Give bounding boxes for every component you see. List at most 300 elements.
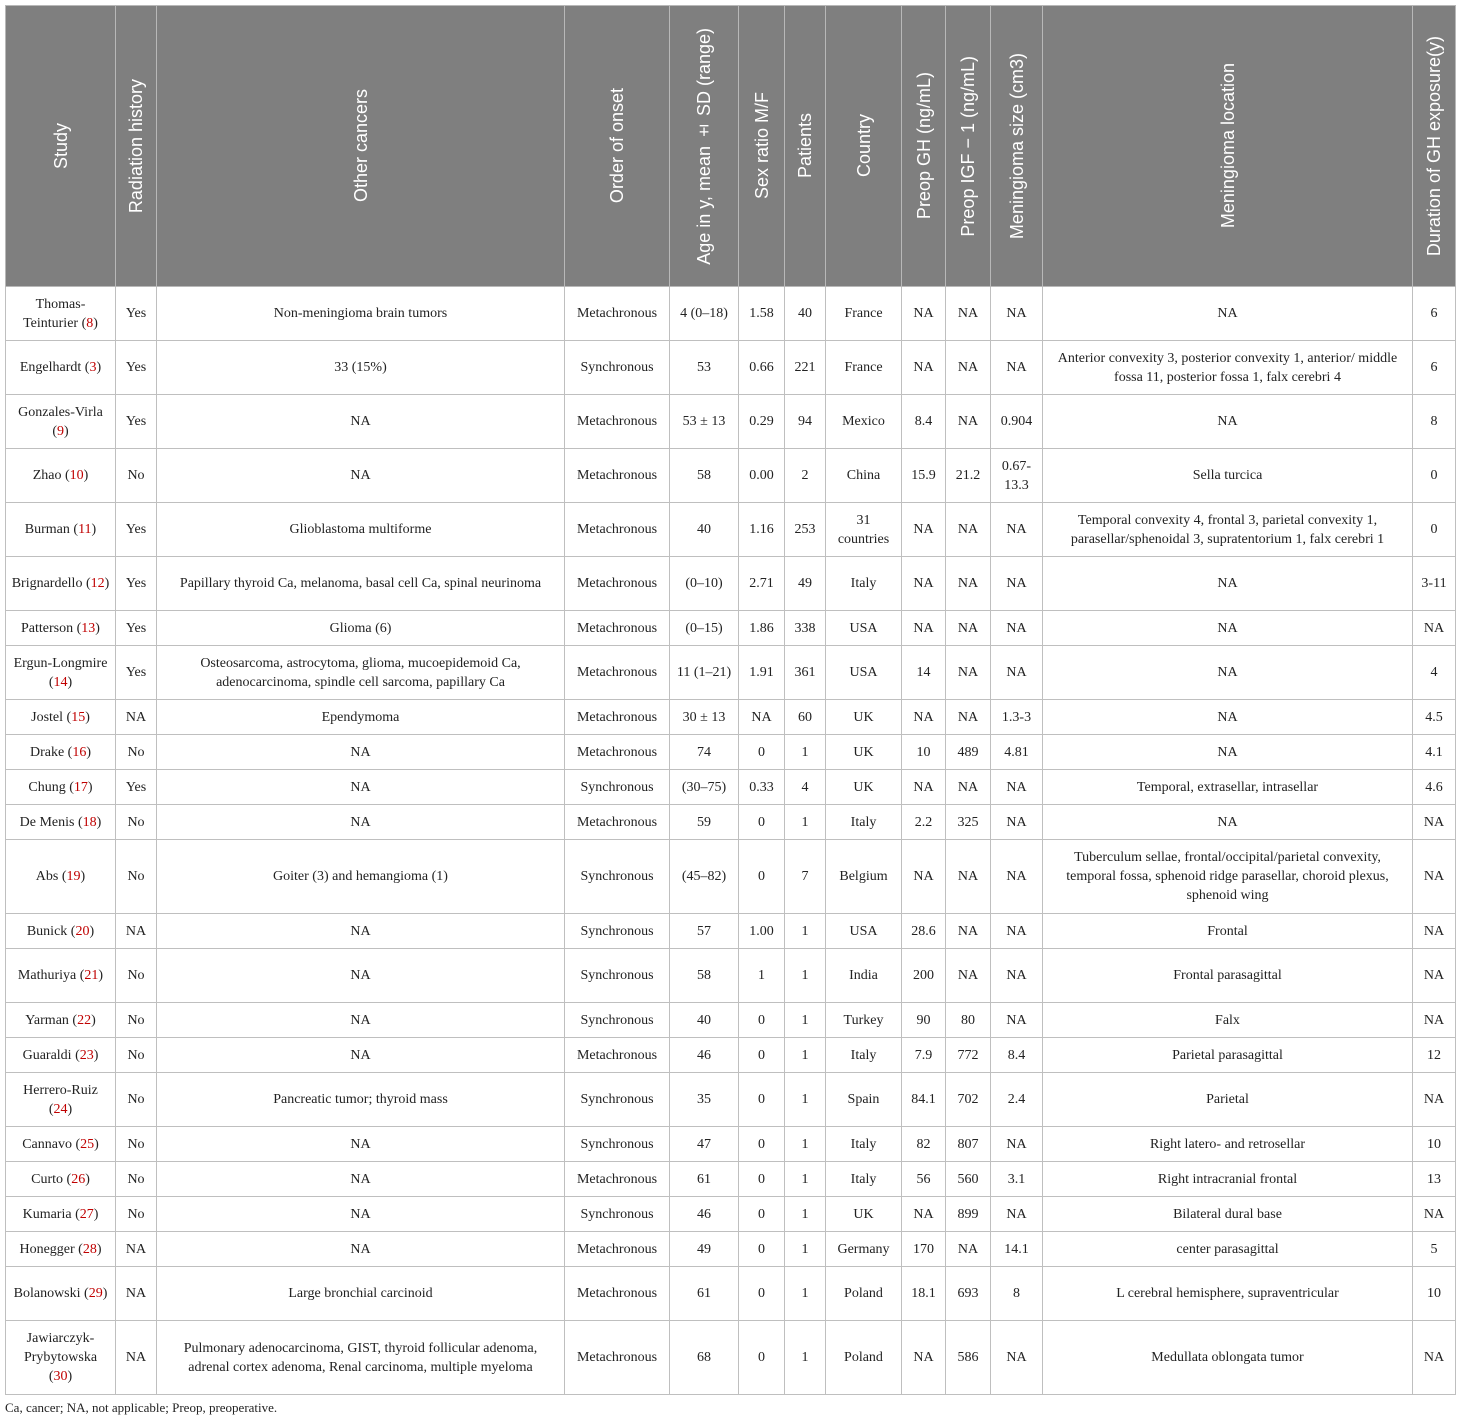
cell-country: USA [826, 611, 902, 646]
cell-country: Germany [826, 1232, 902, 1267]
cell-study: Thomas-Teinturier (8) [6, 287, 116, 341]
cell-study: Cannavo (25) [6, 1127, 116, 1162]
cell-patients: 7 [785, 840, 826, 914]
cell-duration: 0 [1413, 449, 1456, 503]
cell-age: 49 [670, 1232, 739, 1267]
cell-onset: Metachronous [565, 646, 670, 700]
cell-size: NA [991, 770, 1043, 805]
cell-age: 46 [670, 1197, 739, 1232]
cell-sex: 2.71 [739, 557, 785, 611]
reference-link[interactable]: 13 [81, 620, 96, 636]
cell-location: Parietal parasagittal [1043, 1038, 1413, 1073]
table-row [6, 341, 1456, 395]
reference-link[interactable]: 20 [75, 923, 90, 939]
study-name: Engelhardt [19, 360, 82, 375]
cell-age: 68 [670, 1321, 739, 1395]
cell-radiation: No [116, 949, 157, 1003]
cell-study: Gonzales-Virla (9) [6, 395, 116, 449]
column-header[interactable]: Duration of GH exposure(y) [1413, 6, 1456, 287]
cell-duration: NA [1413, 1321, 1456, 1395]
cell-duration: 0 [1413, 503, 1456, 557]
reference-link[interactable]: 29 [88, 1286, 103, 1301]
cell-radiation: No [116, 840, 157, 914]
reference-link[interactable]: 12 [90, 576, 105, 591]
cell-sex: 0 [739, 1197, 785, 1232]
cell-sex: 0 [739, 1038, 785, 1073]
cell-igf: NA [946, 503, 991, 557]
cell-sex: 0.29 [739, 395, 785, 449]
cell-onset: Metachronous [565, 1267, 670, 1321]
cell-study: Burman (11) [6, 503, 116, 557]
cell-other: NA [157, 735, 565, 770]
cell-radiation: Yes [116, 287, 157, 341]
cell-gh: 28.6 [902, 914, 946, 949]
study-name: Zhao [32, 468, 62, 483]
table-row [6, 805, 1456, 840]
table-row [6, 287, 1456, 341]
cell-study: Chung (17) [6, 770, 116, 805]
reference-link[interactable]: 16 [72, 744, 87, 760]
cell-location: NA [1043, 287, 1413, 341]
cell-location: NA [1043, 700, 1413, 735]
cell-patients: 221 [785, 341, 826, 395]
cell-duration: 10 [1413, 1127, 1456, 1162]
study-name: Chung [28, 779, 66, 795]
reference-link[interactable]: 18 [82, 814, 97, 830]
cell-country: Italy [826, 557, 902, 611]
cell-duration: NA [1413, 1197, 1456, 1232]
cell-size: 0.67-13.3 [991, 449, 1043, 503]
cell-igf: 489 [946, 735, 991, 770]
cell-age: 58 [670, 449, 739, 503]
cell-study: De Menis (18) [6, 805, 116, 840]
cell-size: 14.1 [991, 1232, 1043, 1267]
reference-link[interactable]: 14 [53, 674, 68, 690]
cell-sex: 0 [739, 1267, 785, 1321]
cell-patients: 361 [785, 646, 826, 700]
reference-link[interactable]: 11 [78, 522, 92, 537]
cell-study: Mathuriya (21) [6, 949, 116, 1003]
cell-size: 1.3-3 [991, 700, 1043, 735]
cell-size: 8 [991, 1267, 1043, 1321]
cell-patients: 1 [785, 1127, 826, 1162]
cell-country: Italy [826, 805, 902, 840]
reference-link[interactable]: 22 [77, 1012, 92, 1028]
cell-gh: 15.9 [902, 449, 946, 503]
reference-link[interactable]: 3 [89, 360, 97, 375]
cell-duration: NA [1413, 949, 1456, 1003]
cell-radiation: Yes [116, 557, 157, 611]
column-header[interactable]: Meningioma size (cm3) [991, 6, 1043, 287]
reference-link[interactable]: 23 [79, 1047, 94, 1063]
cell-age: 53 [670, 341, 739, 395]
cell-sex: 0.00 [739, 449, 785, 503]
cell-sex: 0 [739, 1321, 785, 1395]
reference-link[interactable]: 21 [84, 968, 99, 983]
cell-igf: NA [946, 341, 991, 395]
cell-gh: 8.4 [902, 395, 946, 449]
cell-gh: 200 [902, 949, 946, 1003]
cell-radiation: Yes [116, 646, 157, 700]
cell-size: 8.4 [991, 1038, 1043, 1073]
cell-patients: 1 [785, 1197, 826, 1232]
study-name: Guaraldi [22, 1047, 72, 1063]
cell-radiation: No [116, 1073, 157, 1127]
cell-gh: 90 [902, 1003, 946, 1038]
cell-onset: Metachronous [565, 557, 670, 611]
table-footnote: Ca, cancer; NA, not applicable; Preop, preoperative. [5, 1400, 278, 1415]
cell-study: Jawiarczyk-Prybytowska (30) [6, 1321, 116, 1395]
table-row [6, 735, 1456, 770]
column-header[interactable]: Preop GH (ng/mL) [902, 6, 946, 287]
cell-sex: 0.33 [739, 770, 785, 805]
cell-onset: Metachronous [565, 1038, 670, 1073]
cell-patients: 94 [785, 395, 826, 449]
cell-age: 46 [670, 1038, 739, 1073]
cell-onset: Metachronous [565, 735, 670, 770]
table-row [6, 1232, 1456, 1267]
reference-link[interactable]: 15 [71, 709, 86, 725]
cell-sex: 0.66 [739, 341, 785, 395]
cell-study: Guaraldi (23) [6, 1038, 116, 1073]
cell-onset: Synchronous [565, 1127, 670, 1162]
column-header[interactable]: Patients [785, 6, 826, 287]
cell-sex: 1.86 [739, 611, 785, 646]
cell-age: 30 ± 13 [670, 700, 739, 735]
cell-gh: NA [902, 1197, 946, 1232]
cell-age: (45–82) [670, 840, 739, 914]
cell-duration: 8 [1413, 395, 1456, 449]
cell-size: 3.1 [991, 1162, 1043, 1197]
cell-igf: NA [946, 914, 991, 949]
cell-radiation: No [116, 735, 157, 770]
study-name: Jawiarczyk-Prybytowska [23, 1331, 98, 1365]
cell-duration: NA [1413, 1003, 1456, 1038]
cell-onset: Metachronous [565, 449, 670, 503]
cell-location: Temporal convexity 4, frontal 3, parietal convexity 1, parasellar/sphenoidal 3, supratentorium 1, falx cerebri 1 [1043, 503, 1413, 557]
cell-gh: 84.1 [902, 1073, 946, 1127]
cell-study: Ergun-Longmire (14) [6, 646, 116, 700]
table-row [6, 840, 1456, 914]
cell-onset: Synchronous [565, 1003, 670, 1038]
cell-location: NA [1043, 395, 1413, 449]
cell-country: Spain [826, 1073, 902, 1127]
cell-size: NA [991, 1197, 1043, 1232]
cell-duration: 6 [1413, 341, 1456, 395]
cell-gh: 18.1 [902, 1267, 946, 1321]
cell-gh: 82 [902, 1127, 946, 1162]
cell-duration: 5 [1413, 1232, 1456, 1267]
study-name: Ergun-Longmire [13, 655, 108, 671]
cell-study: Yarman (22) [6, 1003, 116, 1038]
study-name: De Menis [19, 814, 75, 830]
cell-other: Large bronchial carcinoid [157, 1267, 565, 1321]
cell-age: 57 [670, 914, 739, 949]
reference-link[interactable]: 10 [69, 468, 84, 483]
cell-location: Tuberculum sellae, frontal/occipital/parietal convexity, temporal fossa, sphenoid ridge parasellar, choroid plexus, sphenoid wing [1043, 840, 1413, 914]
cell-gh: 10 [902, 735, 946, 770]
cell-age: 53 ± 13 [670, 395, 739, 449]
cell-other: NA [157, 805, 565, 840]
column-header[interactable]: Order of onset [565, 6, 670, 287]
cell-igf: 772 [946, 1038, 991, 1073]
cell-location: Sella turcica [1043, 449, 1413, 503]
cell-onset: Synchronous [565, 770, 670, 805]
cell-onset: Metachronous [565, 611, 670, 646]
cell-country: Italy [826, 1038, 902, 1073]
cell-radiation: NA [116, 1267, 157, 1321]
cell-patients: 1 [785, 1321, 826, 1395]
cell-gh: 170 [902, 1232, 946, 1267]
study-name: Kumaria [22, 1206, 72, 1222]
cell-gh: NA [902, 611, 946, 646]
cell-sex: 0 [739, 1162, 785, 1197]
data-table [5, 5, 1456, 1395]
study-name: Burman [24, 522, 70, 537]
cell-other: NA [157, 449, 565, 503]
table-row [6, 646, 1456, 700]
study-name: Curto [31, 1171, 64, 1187]
cell-age: 58 [670, 949, 739, 1003]
cell-duration: 12 [1413, 1038, 1456, 1073]
cell-radiation: NA [116, 700, 157, 735]
cell-country: 31 countries [826, 503, 902, 557]
cell-radiation: No [116, 1038, 157, 1073]
cell-age: 61 [670, 1162, 739, 1197]
cell-other: NA [157, 914, 565, 949]
column-header[interactable]: Country [826, 6, 902, 287]
column-header[interactable]: Study [6, 6, 116, 287]
table-row [6, 1073, 1456, 1127]
study-name: Jostel [31, 709, 64, 725]
cell-duration: 4.6 [1413, 770, 1456, 805]
column-header[interactable]: Sex ratio M/F [739, 6, 785, 287]
cell-sex: 0 [739, 1232, 785, 1267]
cell-gh: 14 [902, 646, 946, 700]
cell-duration: NA [1413, 611, 1456, 646]
cell-igf: 807 [946, 1127, 991, 1162]
cell-age: (0–15) [670, 611, 739, 646]
reference-link[interactable]: 19 [66, 869, 81, 884]
cell-country: UK [826, 700, 902, 735]
cell-other: NA [157, 949, 565, 1003]
table-row [6, 1197, 1456, 1232]
cell-onset: Synchronous [565, 914, 670, 949]
cell-onset: Metachronous [565, 395, 670, 449]
cell-size: NA [991, 840, 1043, 914]
cell-country: China [826, 449, 902, 503]
cell-study: Jostel (15) [6, 700, 116, 735]
cell-other: NA [157, 1003, 565, 1038]
table-row [6, 770, 1456, 805]
cell-country: Italy [826, 1162, 902, 1197]
column-header[interactable]: Preop IGF − 1 (ng/mL) [946, 6, 991, 287]
cell-radiation: Yes [116, 395, 157, 449]
table-row [6, 1267, 1456, 1321]
cell-igf: NA [946, 611, 991, 646]
cell-other: Pancreatic tumor; thyroid mass [157, 1073, 565, 1127]
cell-sex: 0 [739, 1073, 785, 1127]
reference-link[interactable]: 8 [86, 315, 94, 331]
cell-sex: 1.91 [739, 646, 785, 700]
table-row [6, 1162, 1456, 1197]
cell-other: Goiter (3) and hemangioma (1) [157, 840, 565, 914]
cell-size: 2.4 [991, 1073, 1043, 1127]
cell-location: NA [1043, 646, 1413, 700]
study-name: Thomas-Teinturier [23, 296, 86, 331]
cell-country: Mexico [826, 395, 902, 449]
study-name: Gonzales-Virla [18, 404, 103, 420]
cell-other: Non-meningioma brain tumors [157, 287, 565, 341]
table-row [6, 1003, 1456, 1038]
cell-gh: NA [902, 557, 946, 611]
cell-patients: 1 [785, 949, 826, 1003]
reference-link[interactable]: 30 [53, 1369, 68, 1384]
cell-other: NA [157, 1162, 565, 1197]
cell-country: USA [826, 914, 902, 949]
cell-patients: 4 [785, 770, 826, 805]
cell-patients: 1 [785, 1267, 826, 1321]
cell-sex: 0 [739, 805, 785, 840]
cell-location: Frontal [1043, 914, 1413, 949]
cell-duration: 4.5 [1413, 700, 1456, 735]
cell-igf: 586 [946, 1321, 991, 1395]
cell-patients: 1 [785, 1038, 826, 1073]
cell-location: Parietal [1043, 1073, 1413, 1127]
cell-igf: NA [946, 1232, 991, 1267]
cell-gh: NA [902, 1321, 946, 1395]
cell-onset: Metachronous [565, 1321, 670, 1395]
cell-gh: NA [902, 770, 946, 805]
cell-radiation: No [116, 1003, 157, 1038]
reference-link[interactable]: 25 [80, 1136, 95, 1152]
reference-link[interactable]: 28 [82, 1241, 97, 1257]
column-header[interactable]: Other cancers [157, 6, 565, 287]
cell-size: NA [991, 646, 1043, 700]
cell-age: 47 [670, 1127, 739, 1162]
cell-igf: NA [946, 557, 991, 611]
cell-gh: NA [902, 840, 946, 914]
cell-age: 74 [670, 735, 739, 770]
cell-study: Curto (26) [6, 1162, 116, 1197]
cell-size: NA [991, 557, 1043, 611]
reference-link[interactable]: 9 [57, 423, 64, 439]
cell-sex: 1 [739, 949, 785, 1003]
cell-study: Engelhardt (3) [6, 341, 116, 395]
cell-country: India [826, 949, 902, 1003]
cell-patients: 40 [785, 287, 826, 341]
reference-link[interactable]: 24 [53, 1101, 68, 1117]
cell-patients: 49 [785, 557, 826, 611]
cell-patients: 60 [785, 700, 826, 735]
reference-link[interactable]: 17 [73, 779, 88, 795]
cell-size: 0.904 [991, 395, 1043, 449]
cell-study: Herrero-Ruiz (24) [6, 1073, 116, 1127]
column-header[interactable]: Radiation history [116, 6, 157, 287]
study-name: Abs [35, 869, 59, 884]
cell-other: Osteosarcoma, astrocytoma, glioma, mucoepidemoid Ca, adenocarcinoma, spindle cell sarcoma, papillary Ca [157, 646, 565, 700]
cell-sex: 0 [739, 735, 785, 770]
cell-igf: 560 [946, 1162, 991, 1197]
cell-gh: 56 [902, 1162, 946, 1197]
table-row [6, 395, 1456, 449]
cell-sex: 1.00 [739, 914, 785, 949]
table-row [6, 449, 1456, 503]
cell-duration: 4 [1413, 646, 1456, 700]
cell-size: NA [991, 805, 1043, 840]
cell-sex: 1.16 [739, 503, 785, 557]
cell-gh: NA [902, 700, 946, 735]
cell-other: Papillary thyroid Ca, melanoma, basal cell Ca, spinal neurinoma [157, 557, 565, 611]
study-name: Bunick [26, 923, 68, 939]
cell-location: Right latero- and retrosellar [1043, 1127, 1413, 1162]
reference-link[interactable]: 27 [79, 1206, 94, 1222]
cell-location: Right intracranial frontal [1043, 1162, 1413, 1197]
study-name: Brignardello [11, 576, 83, 591]
reference-link[interactable]: 26 [71, 1171, 86, 1187]
cell-patients: 1 [785, 914, 826, 949]
cell-radiation: NA [116, 1321, 157, 1395]
cell-age: 4 (0–18) [670, 287, 739, 341]
cell-patients: 1 [785, 1073, 826, 1127]
cell-radiation: NA [116, 1232, 157, 1267]
column-header[interactable]: Age in y, mean ± SD (range) [670, 6, 739, 287]
cell-location: NA [1043, 611, 1413, 646]
cell-igf: NA [946, 949, 991, 1003]
table-row [6, 611, 1456, 646]
cell-duration: NA [1413, 914, 1456, 949]
cell-size: NA [991, 1127, 1043, 1162]
cell-igf: NA [946, 287, 991, 341]
cell-radiation: Yes [116, 770, 157, 805]
cell-patients: 1 [785, 1232, 826, 1267]
cell-igf: 325 [946, 805, 991, 840]
cell-size: NA [991, 914, 1043, 949]
cell-study: Bolanowski (29) [6, 1267, 116, 1321]
table-row [6, 1038, 1456, 1073]
cell-age: 61 [670, 1267, 739, 1321]
cell-onset: Metachronous [565, 700, 670, 735]
cell-study: Zhao (10) [6, 449, 116, 503]
study-name: Mathuriya [17, 968, 77, 983]
table-row [6, 914, 1456, 949]
cell-igf: 899 [946, 1197, 991, 1232]
cell-age: 59 [670, 805, 739, 840]
cell-other: NA [157, 1197, 565, 1232]
cell-size: NA [991, 1003, 1043, 1038]
cell-duration: 4.1 [1413, 735, 1456, 770]
cell-onset: Metachronous [565, 1162, 670, 1197]
cell-other: 33 (15%) [157, 341, 565, 395]
cell-other: Ependymoma [157, 700, 565, 735]
cell-gh: 2.2 [902, 805, 946, 840]
cell-size: NA [991, 503, 1043, 557]
cell-patients: 338 [785, 611, 826, 646]
table-body [6, 287, 1456, 1395]
cell-patients: 1 [785, 1003, 826, 1038]
cell-age: 40 [670, 503, 739, 557]
column-header[interactable]: Meningioma location [1043, 6, 1413, 287]
cell-location: NA [1043, 735, 1413, 770]
cell-size: NA [991, 341, 1043, 395]
cell-age: (0–10) [670, 557, 739, 611]
cell-study: Patterson (13) [6, 611, 116, 646]
cell-study: Brignardello (12) [6, 557, 116, 611]
cell-country: UK [826, 1197, 902, 1232]
cell-size: NA [991, 949, 1043, 1003]
cell-radiation: No [116, 1197, 157, 1232]
cell-size: 4.81 [991, 735, 1043, 770]
